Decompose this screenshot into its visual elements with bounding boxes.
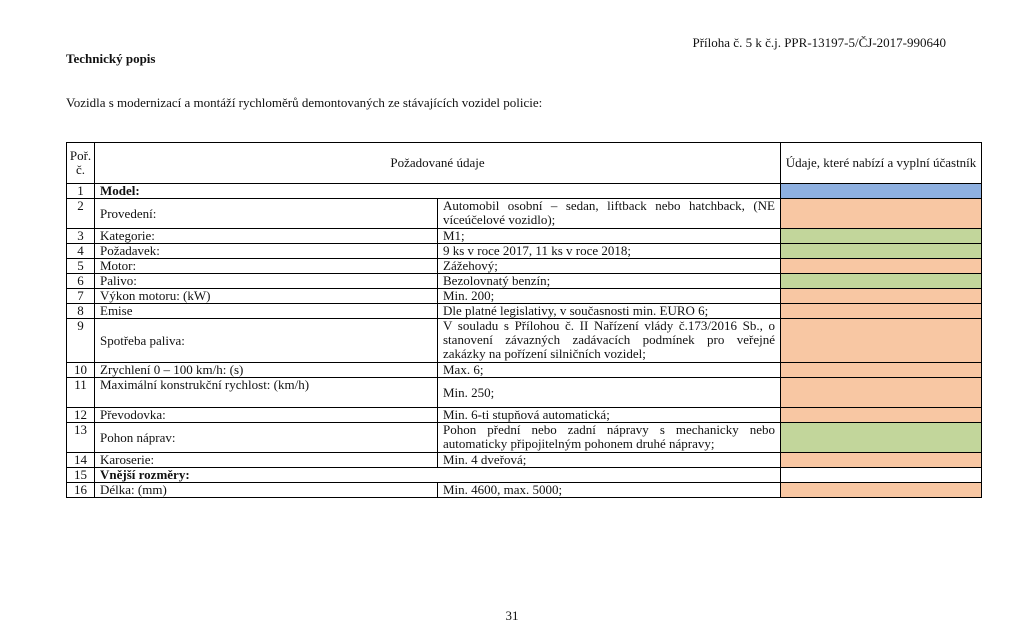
- parameter-label: Délka: (mm): [95, 483, 438, 498]
- required-value: 9 ks v roce 2017, 11 ks v roce 2018;: [438, 244, 781, 259]
- row-number: 16: [67, 483, 95, 498]
- header-required: Požadované údaje: [95, 143, 781, 184]
- row-number: 15: [67, 468, 95, 483]
- table-row: [67, 468, 982, 483]
- offer-input-cell[interactable]: [781, 274, 982, 289]
- document-subtitle: Vozidla s modernizací a montáží rychloměrů demontovaných ze stávajících vozidel policie:: [66, 95, 543, 110]
- parameter-label: Kategorie:: [95, 229, 438, 244]
- table-row: [67, 289, 982, 304]
- parameter-label: Požadavek:: [95, 244, 438, 259]
- offer-input-cell[interactable]: [781, 453, 982, 468]
- required-value: Automobil osobní – sedan, liftback nebo hatchback, (NE víceúčelové vozidlo);: [438, 199, 781, 229]
- parameter-label: Pohon náprav:: [95, 423, 438, 453]
- header-num: Poř. č.: [67, 143, 95, 184]
- row-number: 4: [67, 244, 95, 259]
- required-value: Min. 4600, max. 5000;: [438, 483, 781, 498]
- table-header-row: [67, 143, 982, 184]
- table-row: [67, 378, 982, 408]
- page-number: 31: [505, 608, 519, 623]
- section-heading: Model:: [95, 184, 781, 199]
- offer-input-cell[interactable]: [781, 244, 982, 259]
- table-row: [67, 184, 982, 199]
- required-value: Min. 6-ti stupňová automatická;: [438, 408, 781, 423]
- table-row: [67, 304, 982, 319]
- required-value: Dle platné legislativy, v současnosti min. EURO 6;: [438, 304, 781, 319]
- table-row: [67, 483, 982, 498]
- required-value: Min. 4 dveřová;: [438, 453, 781, 468]
- offer-input-cell[interactable]: [781, 184, 982, 199]
- row-number: 3: [67, 229, 95, 244]
- document-title: Technický popis: [66, 51, 156, 66]
- required-value: Min. 200;: [438, 289, 781, 304]
- parameter-label: Provedení:: [95, 199, 438, 229]
- parameter-label: Motor:: [95, 259, 438, 274]
- offer-input-cell[interactable]: [781, 259, 982, 274]
- parameter-label: Palivo:: [95, 274, 438, 289]
- section-heading: Vnější rozměry:: [95, 468, 781, 483]
- offer-input-cell[interactable]: [781, 199, 982, 229]
- table-row: [67, 274, 982, 289]
- required-value: Pohon přední nebo zadní nápravy s mechanicky nebo automaticky připojitelným pohonem druhé nápravy;: [438, 423, 781, 453]
- header-offer: Údaje, které nabízí a vyplní účastník: [781, 143, 982, 184]
- row-number: 1: [67, 184, 95, 199]
- table-row: [67, 319, 982, 363]
- offer-input-cell[interactable]: [781, 378, 982, 408]
- offer-input-cell[interactable]: [781, 363, 982, 378]
- offer-input-cell[interactable]: [781, 304, 982, 319]
- row-number: 5: [67, 259, 95, 274]
- table-row: [67, 363, 982, 378]
- table-row: [67, 229, 982, 244]
- parameter-label: Spotřeba paliva:: [95, 319, 438, 363]
- parameter-label: Maximální konstrukční rychlost: (km/h): [95, 378, 438, 408]
- row-number: 7: [67, 289, 95, 304]
- row-number: 12: [67, 408, 95, 423]
- required-value: Zážehový;: [438, 259, 781, 274]
- parameter-label: Výkon motoru: (kW): [95, 289, 438, 304]
- table-row: [67, 408, 982, 423]
- row-number: 2: [67, 199, 95, 229]
- row-number: 8: [67, 304, 95, 319]
- table-row: [67, 453, 982, 468]
- required-value: Bezolovnatý benzín;: [438, 274, 781, 289]
- offer-input-cell[interactable]: [781, 423, 982, 453]
- offer-input-cell[interactable]: [781, 289, 982, 304]
- row-number: 9: [67, 319, 95, 363]
- table-row: [67, 244, 982, 259]
- required-value: Max. 6;: [438, 363, 781, 378]
- row-number: 11: [67, 378, 95, 408]
- document-reference: Příloha č. 5 k č.j. PPR-13197-5/ČJ-2017-990640: [692, 35, 946, 50]
- row-number: 14: [67, 453, 95, 468]
- table-row: [67, 423, 982, 453]
- parameter-label: Emise: [95, 304, 438, 319]
- offer-input-cell[interactable]: [781, 483, 982, 498]
- row-number: 10: [67, 363, 95, 378]
- parameter-label: Karoserie:: [95, 453, 438, 468]
- spec-table: [66, 142, 982, 498]
- parameter-label: Zrychlení 0 – 100 km/h: (s): [95, 363, 438, 378]
- offer-input-cell[interactable]: [781, 468, 982, 483]
- required-value: M1;: [438, 229, 781, 244]
- table-row: [67, 259, 982, 274]
- row-number: 6: [67, 274, 95, 289]
- parameter-label: Převodovka:: [95, 408, 438, 423]
- offer-input-cell[interactable]: [781, 319, 982, 363]
- required-value: Min. 250;: [438, 378, 781, 408]
- required-value: V souladu s Přílohou č. II Nařízení vlády č.173/2016 Sb., o stanovení závazných zadávacích podmínek pro veřejné zakázky na pořízení silničních vozidel;: [438, 319, 781, 363]
- row-number: 13: [67, 423, 95, 453]
- offer-input-cell[interactable]: [781, 408, 982, 423]
- table-row: [67, 199, 982, 229]
- offer-input-cell[interactable]: [781, 229, 982, 244]
